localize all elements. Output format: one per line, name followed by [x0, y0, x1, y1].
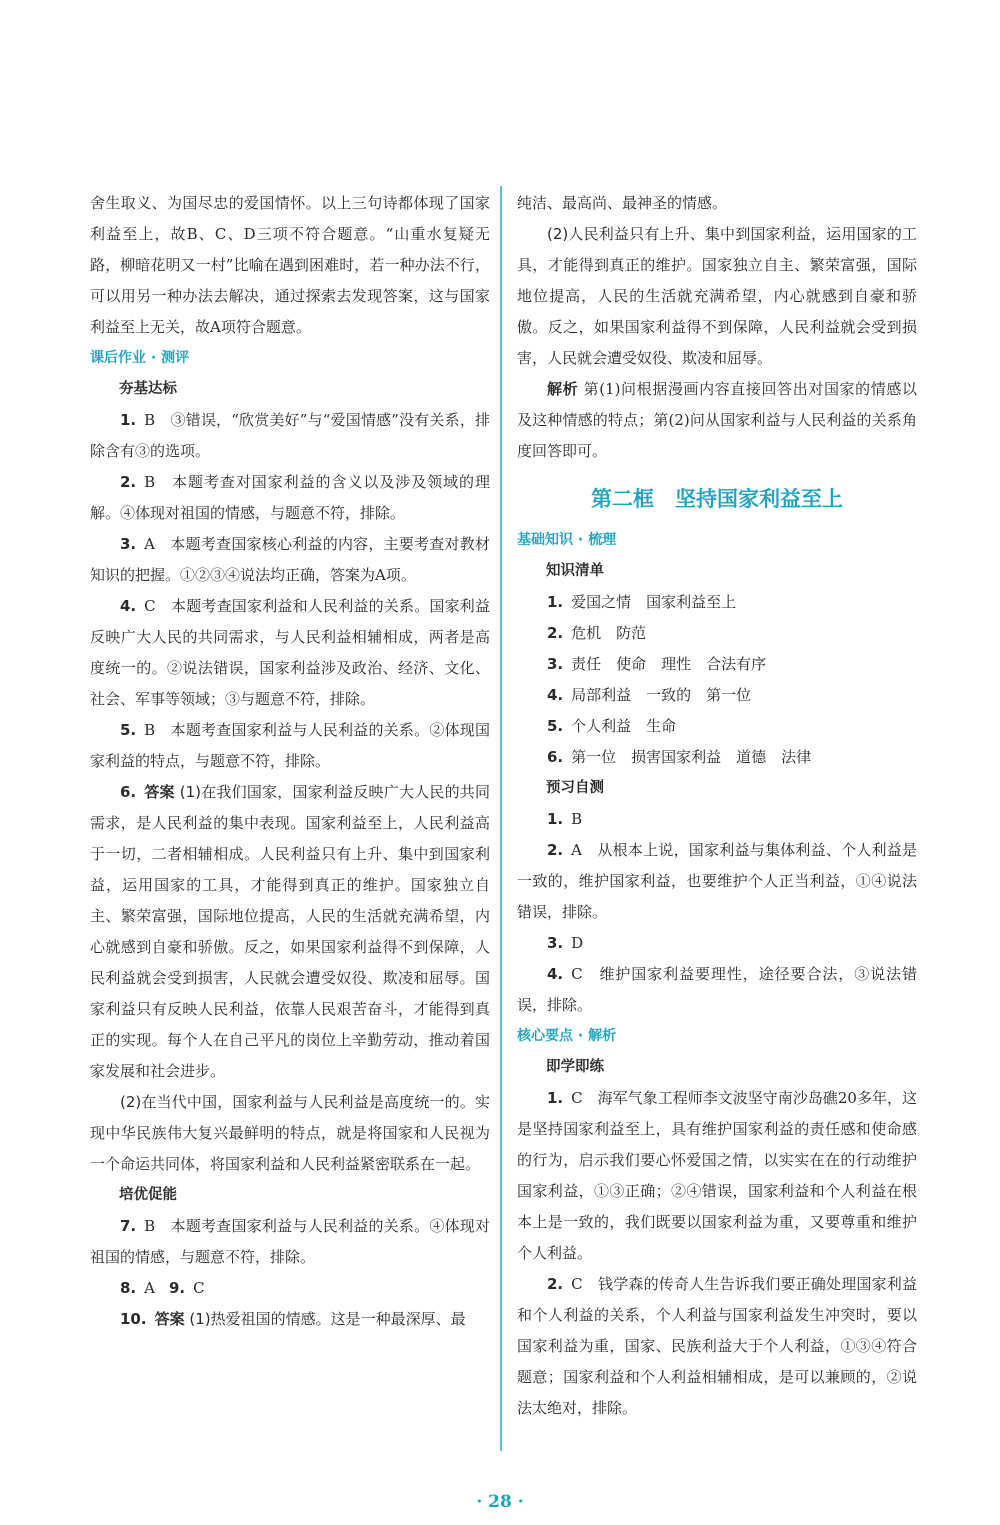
answer-text: C 维护国家利益要理性，途径要合法，③说法错误，排除。 — [517, 965, 917, 1014]
item-number: 6. — [547, 748, 564, 766]
answer-number: 7. — [120, 1217, 137, 1235]
answer-text: D — [571, 934, 584, 952]
answer-text: (1)热爱祖国的情感。这是一种最深厚、最 — [189, 1310, 466, 1328]
knowledge-item-3 — [517, 649, 917, 680]
answer-1 — [90, 405, 490, 467]
analysis-text: 第(1)问根据漫画内容直接回答出对国家的情感以及这种情感的特点；第(2)问从国家利益与人民利益的关系角度回答即可。 — [517, 380, 917, 460]
page-number: · 28 · — [476, 1492, 524, 1512]
answer-text: B 本题考查国家利益与人民利益的关系。④体现对祖国的情感，与题意不符，排除。 — [90, 1217, 490, 1266]
item-text: 个人利益 生命 — [571, 717, 677, 735]
answer-number: 6. — [120, 783, 137, 801]
section-core-points-heading: 核心要点 · 解析 — [517, 1028, 617, 1044]
intro-paragraph: 舍生取义、为国尽忠的爱国情怀。以上三句诗都体现了国家利益至上，故B、C、D三项不符合题意。“山重水复疑无路，柳暗花明又一村”比喻在遇到困难时，若一种办法不行，可以用另一种办法去解决，通过探索去发现答案，这与国家利益至上无关，故A项符合题意。 — [90, 194, 490, 336]
item-text: 第一位 损害国家利益 道德 法律 — [571, 748, 812, 766]
answer-number: 8. — [120, 1279, 137, 1297]
answer-10 — [90, 1304, 490, 1335]
answer-10-part2: (2)人民利益只有上升、集中到国家利益，运用国家的工具，才能得到真正的维护。国家独立自主、繁荣富强，国际地位提高，人民的生活就充满希望，内心就感到自豪和骄傲。反之，如果国家利益得不到保障，人民利益就会受到损害，人民就会遭受奴役、欺凌和屈辱。 — [517, 225, 917, 367]
answer-number: 1. — [547, 1089, 564, 1107]
answer-text: C 本题考查国家利益和人民利益的关系。国家利益反映广大人民的共同需求，与人民利益相辅相成，两者是高度统一的。②说法错误，国家利益涉及政治、经济、文化、社会、军事等领域；③与题意不符，排除。 — [90, 597, 490, 708]
knowledge-item-6 — [517, 742, 917, 773]
subheading-advanced: 培优促能 — [119, 1187, 177, 1203]
analysis-paragraph — [517, 374, 917, 467]
subheading-knowledge-list: 知识清单 — [546, 563, 604, 579]
answer-label: 答案 — [144, 783, 175, 801]
answer-number: 4. — [547, 965, 564, 983]
item-text: 危机 防范 — [571, 624, 647, 642]
answer-3 — [90, 529, 490, 591]
section-basics-heading: 基础知识 · 梳理 — [517, 532, 617, 548]
answer-label: 答案 — [154, 1310, 185, 1328]
answer-text: A — [144, 1279, 155, 1297]
answer-number: 1. — [120, 411, 137, 429]
answer-number: 1. — [547, 810, 564, 828]
item-number: 2. — [547, 624, 564, 642]
answer-number: 3. — [547, 934, 564, 952]
answer-7 — [90, 1211, 490, 1273]
answer-number: 5. — [120, 721, 137, 739]
answer-text: C 海军气象工程师李文波坚守南沙岛礁20多年，这是坚持国家利益至上，具有维护国家利益的责任感和使命感的行为，启示我们要心怀爱国之情，以实实在在的行动维护国家利益，①③正确；②④错误，国家利益和个人利益在根本上是一致的，我们既要以国家利益为重，又要尊重和维护个人利益。 — [517, 1089, 917, 1262]
item-number: 4. — [547, 686, 564, 704]
answer-text: C — [193, 1279, 205, 1297]
subheading-basic: 夯基达标 — [119, 381, 177, 397]
answer-text: B ③错误，“欣赏美好”与“爱国情感”没有关系，排除含有③的选项。 — [90, 411, 490, 460]
answer-4 — [90, 591, 490, 715]
answer-2 — [90, 467, 490, 529]
answer-number: 10. — [120, 1310, 147, 1328]
knowledge-item-4 — [517, 680, 917, 711]
preview-answer-4 — [517, 959, 917, 1021]
analysis-label: 解析 — [547, 380, 579, 398]
column-divider — [500, 186, 502, 1451]
answer-text: (1)在我们国家，国家利益反映广大人民的共同需求，是人民利益的集中表现。国家利益至上，人民利益高于一切，二者相辅相成。人民利益只有上升、集中到国家利益，运用国家的工具，才能得到真正的维护。国家独立自主、繁荣富强，国际地位提高，人民的生活就充满希望，内心就感到自豪和骄傲。反之，如果国家利益得不到保障，人民利益就会受到损害，人民就会遭受奴役、欺凌和屈辱。国家利益只有反映人民利益，依靠人民艰苦奋斗，才能得到真正的实现。每个人在自己平凡的岗位上辛勤劳动，推动着国家发展和社会进步。 — [90, 783, 490, 1080]
answer-number: 2. — [547, 841, 564, 859]
left-column — [90, 188, 490, 1335]
practice-answer-1 — [517, 1083, 917, 1269]
answer-text: A 本题考查国家核心利益的内容，主要考查对教材知识的把握。①②③④说法均正确，答案为A项。 — [90, 535, 490, 584]
preview-answer-3 — [517, 928, 917, 959]
preview-answer-1 — [517, 804, 917, 835]
answer-text: B 本题考查对国家利益的含义以及涉及领域的理解。④体现对祖国的情感，与题意不符，排除。 — [90, 473, 490, 522]
item-number: 3. — [547, 655, 564, 673]
answer-text: A 从根本上说，国家利益与集体利益、个人利益是一致的，维护国家利益，也要维护个人正当利益，①④说法错误，排除。 — [517, 841, 917, 921]
answer-6-part2: (2)在当代中国，国家利益与人民利益是高度统一的。实现中华民族伟大复兴最鲜明的特点，就是将国家和人民视为一个命运共同体，将国家利益和人民利益紧密联系在一起。 — [90, 1093, 490, 1173]
right-column — [517, 188, 917, 1424]
practice-answer-2 — [517, 1269, 917, 1424]
answer-6 — [90, 777, 490, 1087]
answer-5 — [90, 715, 490, 777]
answer-text: C 钱学森的传奇人生告诉我们要正确处理国家利益和个人利益的关系，个人利益与国家利益发生冲突时，要以国家利益为重，国家、民族利益大于个人利益，①③④符合题意；国家利益和个人利益相辅相成，是可以兼顾的，②说法太绝对，排除。 — [517, 1275, 917, 1417]
answer-text: B 本题考查国家利益与人民利益的关系。②体现国家利益的特点，与题意不符，排除。 — [90, 721, 490, 770]
preview-answer-2 — [517, 835, 917, 928]
item-text: 爱国之情 国家利益至上 — [571, 593, 737, 611]
answer-number: 2. — [547, 1275, 564, 1293]
answer-10-continued: 纯洁、最高尚、最神圣的情感。 — [517, 194, 728, 212]
item-number: 5. — [547, 717, 564, 735]
knowledge-item-5 — [517, 711, 917, 742]
answer-number: 9. — [168, 1279, 186, 1297]
knowledge-item-1 — [517, 587, 917, 618]
section-homework-heading: 课后作业 · 测评 — [90, 350, 190, 366]
answer-number: 4. — [120, 597, 137, 615]
item-text: 局部利益 一致的 第一位 — [571, 686, 752, 704]
answer-8-9 — [90, 1273, 490, 1304]
answer-number: 3. — [120, 535, 137, 553]
chapter-title: 第二框 坚持国家利益至上 — [591, 487, 843, 511]
answer-number: 2. — [120, 473, 137, 491]
subheading-preview-test: 预习自测 — [546, 780, 604, 796]
item-number: 1. — [547, 593, 564, 611]
item-text: 责任 使命 理性 合法有序 — [571, 655, 767, 673]
subheading-practice: 即学即练 — [546, 1059, 604, 1075]
knowledge-item-2 — [517, 618, 917, 649]
answer-text: B — [571, 810, 583, 828]
